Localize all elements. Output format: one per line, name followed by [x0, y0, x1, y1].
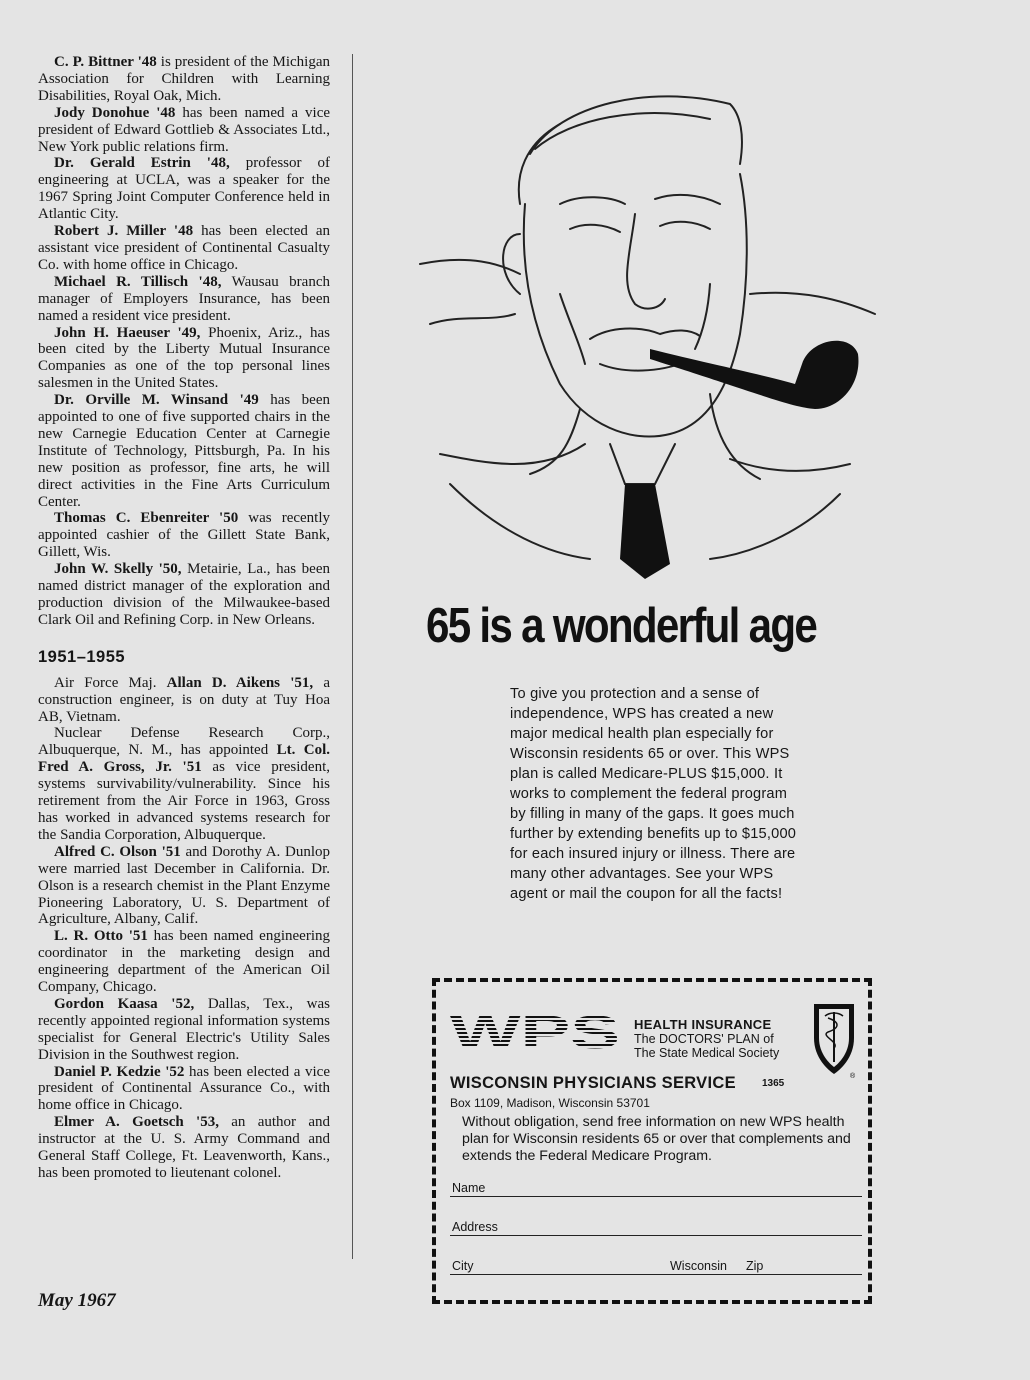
- alumni-entry: [38, 1064, 330, 1115]
- alumni-text: has been elected a vice president of Continental Assurance Co., with home office in Chicago.: [38, 1063, 330, 1114]
- alumni-text: Dallas, Tex., was recently appointed regional information systems specialist for General Electric's Utility Sales Division in the Southwest region.: [38, 995, 330, 1063]
- section-heading: 1951–1955: [38, 647, 126, 666]
- coupon-code: 1365: [762, 1078, 785, 1089]
- alumni-entry: [38, 996, 330, 1064]
- city-field[interactable]: [450, 1254, 862, 1275]
- alumni-text: and Dorothy A. Dunlop were married last December in California. Dr. Olson is a research chemist in the Plant Enzyme Pioneering Laboratory, U. S. Department of Agriculture, Albany, Calif.: [38, 843, 330, 928]
- alumni-name: Gordon Kaasa '52,: [54, 995, 195, 1012]
- city-label: City: [452, 1259, 474, 1273]
- coupon-text: Without obligation, send free information on new WPS health plan for Wisconsin residents 65 or over that complements and extends the Federal Medicare Program.: [462, 1114, 851, 1164]
- registered-mark: ®: [850, 1073, 856, 1078]
- alumni-name: Michael R. Tillisch '48,: [54, 273, 222, 290]
- alumni-text: has been elected an assistant vice president of Continental Casualty Co. with home office in Chicago.: [38, 223, 331, 273]
- mail-coupon[interactable]: [432, 978, 872, 1304]
- alumni-name: Daniel P. Kedzie '52: [54, 1063, 185, 1080]
- alumni-name: Alfred C. Olson '51: [54, 843, 181, 860]
- alumni-entry: [38, 325, 330, 393]
- alumni-entry: [38, 392, 330, 510]
- alumni-text: professor of engineering at UCLA, was a speaker for the 1967 Spring Joint Computer Conference held in Atlantic City.: [38, 155, 330, 223]
- alumni-text: an author and instructor at the U. S. Army Command and General Staff College, Ft. Leavenworth, Kans., has been promoted to lieutenant colonel.: [38, 1114, 330, 1181]
- caduceus-shield-icon: [810, 998, 858, 1078]
- address-field[interactable]: [450, 1215, 862, 1236]
- alumni-text: has been named a vice president of Edward Gottlieb & Associates Ltd., New York public relations firm.: [38, 104, 331, 155]
- company-name: WISCONSIN PHYSICIANS SERVICE: [450, 1074, 736, 1092]
- alumni-entry: [38, 1114, 330, 1182]
- alumni-name: C. P. Bittner '48: [54, 54, 157, 70]
- alumni-name: Robert J. Miller '48: [54, 223, 194, 240]
- alumni-entry: [38, 928, 330, 996]
- ad-headline: 65 is a wonderful age: [426, 599, 817, 653]
- alumni-notes-column: [38, 54, 330, 1182]
- zip-label: Zip: [746, 1259, 764, 1273]
- alumni-entry: [38, 155, 330, 223]
- alumni-text: is president of the Michigan Association for Children with Learning Disabilities, Royal Oak, Mich.: [38, 54, 331, 104]
- alumni-text: has been appointed to one of five supported chairs in the new Carnegie Education Center at Carnegie Institute of Technology, Pittsburgh, Pa. In his new position as professor, fine arts, he will direct activities in the Fine Arts Curriculum Center.: [38, 392, 330, 510]
- brand-line-2: The DOCTORS' PLAN of: [634, 1032, 774, 1046]
- brand-line-1: HEALTH INSURANCE: [634, 1017, 772, 1032]
- column-divider: [352, 54, 353, 1259]
- alumni-entry: [38, 844, 330, 929]
- brand-tagline: [634, 1018, 809, 1060]
- wps-logo-text: WPS: [450, 1012, 620, 1052]
- address-label: Address: [452, 1220, 498, 1234]
- alumni-text: Wausau branch manager of Employers Insurance, has been named a resident vice president.: [38, 273, 330, 324]
- alumni-name: Dr. Orville M. Winsand '49: [54, 392, 259, 409]
- alumni-name: Thomas C. Ebenreiter '50: [54, 510, 239, 527]
- brand-line-3: The State Medical Society: [634, 1046, 780, 1060]
- state-label: Wisconsin: [670, 1259, 727, 1273]
- alumni-name: Jody Donohue '48: [54, 104, 176, 121]
- alumni-text: Nuclear Defense Research Corp., Albuquerque, N. M., has appointed: [38, 725, 330, 759]
- alumni-name: Elmer A. Goetsch '53,: [54, 1114, 219, 1131]
- issue-date: May 1967: [38, 1290, 116, 1311]
- alumni-name: Dr. Gerald Estrin '48,: [54, 155, 230, 172]
- alumni-name: John W. Skelly '50,: [54, 561, 182, 578]
- name-field[interactable]: [450, 1176, 862, 1197]
- alumni-name: John H. Haeuser '49,: [54, 324, 201, 341]
- alumni-text: Metairie, La., has been named district manager of the exploration and production division of the Milwaukee-based Clark Oil and Refining Corp. in New Orleans.: [38, 561, 330, 628]
- alumni-name: L. R. Otto '51: [54, 928, 148, 945]
- alumni-text: Air Force Maj.: [54, 674, 167, 691]
- wps-logo: [448, 1012, 628, 1052]
- man-with-pipe-illustration: [410, 64, 880, 584]
- alumni-name: Allan D. Aikens '51,: [166, 674, 314, 691]
- alumni-text: as vice president, systems survivability/vulnerability. Since his retirement from the Air Force in 1963, Gross has worked in advanced systems research for the Sandia Corporation, Albuquerque.: [38, 759, 331, 843]
- ad-body-copy: To give you protection and a sense of independence, WPS has created a new major medical health plan especially for Wisconsin residents 65 or over. This WPS plan is called Medicare-PLUS $15,000. It works to complement the federal program by filling in many of the gaps. It goes much further by extending benefits up to $15,000 for each insured injury or illness. There are many other advantages. See your WPS agent or mail the coupon for all the facts!: [510, 686, 797, 902]
- mailing-address: Box 1109, Madison, Wisconsin 53701: [450, 1096, 650, 1110]
- alumni-text: a construction engineer, is on duty at Tuy Hoa AB, Vietnam.: [38, 674, 330, 725]
- alumni-name: Lt. Col. Fred A. Gross, Jr. '51: [38, 742, 330, 776]
- alumni-entry: [38, 725, 330, 843]
- alumni-entry: [38, 223, 330, 274]
- alumni-entry: [38, 105, 330, 156]
- name-label: Name: [452, 1181, 486, 1195]
- alumni-entry: [38, 274, 330, 325]
- alumni-text: has been named engineering coordinator in the marketing design and engineering department of the American Oil Company, Chicago.: [38, 928, 330, 996]
- alumni-entry: [38, 54, 330, 105]
- alumni-text: Phoenix, Ariz., has been cited by the Liberty Mutual Insurance Companies as one of the top personal lines salesmen in the United States.: [38, 324, 330, 392]
- alumni-entry: [38, 510, 330, 561]
- alumni-entry: [38, 675, 330, 726]
- alumni-entry: [38, 561, 330, 629]
- alumni-text: was recently appointed cashier of the Gillett State Bank, Gillett, Wis.: [38, 510, 330, 561]
